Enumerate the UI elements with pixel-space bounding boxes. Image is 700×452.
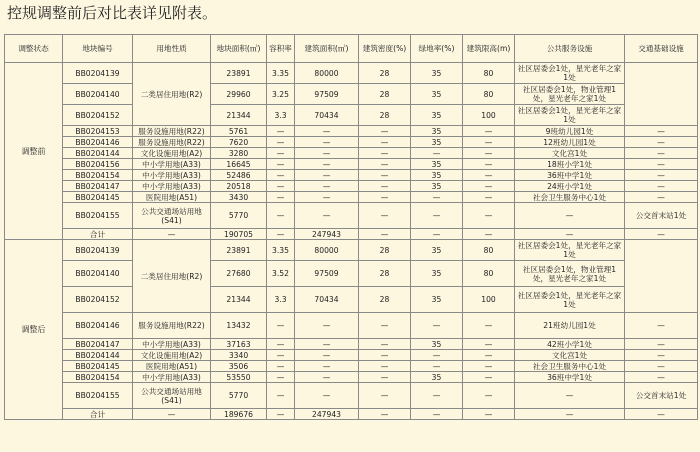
cell-density: — — [359, 137, 411, 148]
cell-gfa: — — [295, 159, 359, 170]
table-row — [5, 313, 698, 339]
cell-service: 24班小学1处 — [515, 181, 625, 192]
cell-density: 28 — [359, 261, 411, 287]
cell-far: — — [267, 383, 295, 409]
cell-code: BB0204156 — [63, 159, 133, 170]
cell-use: 二类居住用地(R2) — [133, 240, 211, 313]
cell-use: 中小学用地(A33) — [133, 181, 211, 192]
cell-far: 3.35 — [267, 63, 295, 84]
total-row — [5, 229, 698, 240]
cell-code: BB0204139 — [63, 63, 133, 84]
col-header: 调整状态 — [5, 35, 63, 63]
cell-code: BB0204153 — [63, 126, 133, 137]
cell-green: — — [411, 383, 463, 409]
cell-green: — — [411, 203, 463, 229]
cell-use: 服务设施用地(R22) — [133, 126, 211, 137]
cell-code: BB0204145 — [63, 361, 133, 372]
cell-density: — — [359, 126, 411, 137]
cell-use: 服务设施用地(R22) — [133, 313, 211, 339]
cell-code: BB0204152 — [63, 287, 133, 313]
cell-area: 7620 — [211, 137, 267, 148]
cell-far: — — [267, 170, 295, 181]
cell-service: — — [515, 383, 625, 409]
cell-gfa: — — [295, 361, 359, 372]
cell-green: — — [411, 313, 463, 339]
table-row — [5, 126, 698, 137]
intro-text: 控规调整前后对比表详见附表。 — [7, 4, 218, 22]
col-header: 容积率 — [267, 35, 295, 63]
cell-far: 3.3 — [267, 287, 295, 313]
cell-gfa: 80000 — [295, 240, 359, 261]
cell-service: — — [515, 409, 625, 420]
cell-green: 35 — [411, 287, 463, 313]
cell-gfa: — — [295, 170, 359, 181]
cell-traffic — [625, 240, 698, 313]
cell-area: 5770 — [211, 383, 267, 409]
cell-traffic: — — [625, 409, 698, 420]
cell-use: 二类居住用地(R2) — [133, 63, 211, 126]
cell-service: 社区居委会1处，星光老年之家1处 — [515, 63, 625, 84]
cell-area: 23891 — [211, 240, 267, 261]
col-header: 交通基础设施 — [625, 35, 698, 63]
cell-green: 35 — [411, 137, 463, 148]
cell-gfa: — — [295, 313, 359, 339]
cell-density: — — [359, 372, 411, 383]
cell-height: — — [463, 170, 515, 181]
cell-service: 36班中学1处 — [515, 170, 625, 181]
cell-density: — — [359, 383, 411, 409]
table-row — [5, 203, 698, 229]
cell-area: 190705 — [211, 229, 267, 240]
table-row — [5, 105, 698, 126]
cell-traffic: — — [625, 181, 698, 192]
cell-green: 35 — [411, 339, 463, 350]
cell-far: 3.35 — [267, 240, 295, 261]
cell-density: 28 — [359, 63, 411, 84]
table-row — [5, 240, 698, 261]
cell-far: 3.3 — [267, 105, 295, 126]
table-row — [5, 287, 698, 313]
cell-gfa: — — [295, 350, 359, 361]
cell-far: — — [267, 192, 295, 203]
cell-gfa: 97509 — [295, 261, 359, 287]
cell-service: 文化宫1处 — [515, 350, 625, 361]
cell-far: — — [267, 372, 295, 383]
cell-code: BB0204139 — [63, 240, 133, 261]
cell-traffic: — — [625, 192, 698, 203]
cell-green: — — [411, 229, 463, 240]
table-row — [5, 192, 698, 203]
cell-code: BB0204140 — [63, 261, 133, 287]
cell-green: 35 — [411, 63, 463, 84]
cell-area: 20518 — [211, 181, 267, 192]
cell-density: — — [359, 339, 411, 350]
cell-far: — — [267, 409, 295, 420]
status-cell: 调整后 — [5, 240, 63, 420]
cell-far: 3.52 — [267, 261, 295, 287]
cell-green: 35 — [411, 126, 463, 137]
table-row — [5, 148, 698, 159]
cell-code: BB0204154 — [63, 372, 133, 383]
cell-green: — — [411, 148, 463, 159]
cell-use: 中小学用地(A33) — [133, 170, 211, 181]
cell-gfa: — — [295, 126, 359, 137]
cell-height: — — [463, 203, 515, 229]
cell-gfa: 97509 — [295, 84, 359, 105]
cell-total-label: 合计 — [63, 409, 133, 420]
cell-use: 医院用地(A51) — [133, 192, 211, 203]
cell-green: 35 — [411, 170, 463, 181]
cell-total-label: 合计 — [63, 229, 133, 240]
cell-traffic: — — [625, 170, 698, 181]
cell-traffic: — — [625, 361, 698, 372]
cell-use: 中小学用地(A33) — [133, 339, 211, 350]
col-header: 公共服务设施 — [515, 35, 625, 63]
col-header: 建筑密度(%) — [359, 35, 411, 63]
cell-height: — — [463, 372, 515, 383]
cell-height: — — [463, 159, 515, 170]
cell-far: — — [267, 203, 295, 229]
cell-height: — — [463, 192, 515, 203]
cell-height: 80 — [463, 261, 515, 287]
cell-green: — — [411, 350, 463, 361]
cell-code: BB0204155 — [63, 203, 133, 229]
cell-service: 社会卫生服务中心1处 — [515, 361, 625, 372]
cell-use: — — [133, 409, 211, 420]
cell-code: BB0204152 — [63, 105, 133, 126]
cell-area: 21344 — [211, 105, 267, 126]
cell-service: 社会卫生服务中心1处 — [515, 192, 625, 203]
cell-height: — — [463, 350, 515, 361]
col-header: 建筑面积(㎡) — [295, 35, 359, 63]
table-row — [5, 84, 698, 105]
col-header: 地块编号 — [63, 35, 133, 63]
cell-density: — — [359, 159, 411, 170]
cell-area: 3506 — [211, 361, 267, 372]
cell-traffic: 公交首末站1处 — [625, 203, 698, 229]
cell-height: — — [463, 383, 515, 409]
cell-traffic: 公交首末站1处 — [625, 383, 698, 409]
cell-gfa: 80000 — [295, 63, 359, 84]
cell-height: — — [463, 361, 515, 372]
cell-service: 文化宫1处 — [515, 148, 625, 159]
cell-gfa: — — [295, 137, 359, 148]
cell-code: BB0204147 — [63, 181, 133, 192]
cell-gfa: 247943 — [295, 229, 359, 240]
table-row — [5, 63, 698, 84]
cell-height: 80 — [463, 63, 515, 84]
cell-code: BB0204155 — [63, 383, 133, 409]
cell-height: 100 — [463, 105, 515, 126]
cell-far: — — [267, 339, 295, 350]
cell-height: — — [463, 148, 515, 159]
cell-area: 189676 — [211, 409, 267, 420]
cell-service: 社区居委会1处，星光老年之家1处 — [515, 287, 625, 313]
table-row — [5, 261, 698, 287]
cell-area: 53550 — [211, 372, 267, 383]
cell-code: BB0204147 — [63, 339, 133, 350]
cell-density: 28 — [359, 105, 411, 126]
cell-service: 12班幼儿园1处 — [515, 137, 625, 148]
table-row — [5, 361, 698, 372]
cell-green: 35 — [411, 372, 463, 383]
cell-gfa: — — [295, 192, 359, 203]
cell-area: 52486 — [211, 170, 267, 181]
cell-far: — — [267, 229, 295, 240]
cell-use: — — [133, 229, 211, 240]
cell-area: 3430 — [211, 192, 267, 203]
cell-use: 中小学用地(A33) — [133, 159, 211, 170]
cell-far: 3.25 — [267, 84, 295, 105]
cell-code: BB0204144 — [63, 350, 133, 361]
cell-far: — — [267, 137, 295, 148]
cell-traffic — [625, 63, 698, 126]
cell-height: — — [463, 137, 515, 148]
cell-gfa: 70434 — [295, 287, 359, 313]
cell-service: 36班中学1处 — [515, 372, 625, 383]
cell-traffic: — — [625, 137, 698, 148]
cell-area: 3340 — [211, 350, 267, 361]
cell-height: — — [463, 409, 515, 420]
cell-green: 35 — [411, 84, 463, 105]
table-row — [5, 181, 698, 192]
cell-height: — — [463, 229, 515, 240]
cell-traffic: — — [625, 148, 698, 159]
cell-far: — — [267, 350, 295, 361]
cell-area: 5770 — [211, 203, 267, 229]
cell-green: 35 — [411, 181, 463, 192]
col-header: 绿地率(%) — [411, 35, 463, 63]
cell-gfa: — — [295, 339, 359, 350]
cell-area: 23891 — [211, 63, 267, 84]
cell-service: 社区居委会1处，星光老年之家1处 — [515, 105, 625, 126]
cell-traffic: — — [625, 126, 698, 137]
cell-use: 文化设施用地(A2) — [133, 350, 211, 361]
cell-density: — — [359, 409, 411, 420]
table-row — [5, 170, 698, 181]
cell-code: BB0204154 — [63, 170, 133, 181]
table-row — [5, 350, 698, 361]
cell-area: 29960 — [211, 84, 267, 105]
cell-height: — — [463, 126, 515, 137]
cell-green: 35 — [411, 261, 463, 287]
cell-service: — — [515, 203, 625, 229]
cell-density: — — [359, 350, 411, 361]
cell-density: 28 — [359, 84, 411, 105]
cell-green: 35 — [411, 159, 463, 170]
status-cell: 调整前 — [5, 63, 63, 240]
cell-far: — — [267, 126, 295, 137]
cell-density: 28 — [359, 240, 411, 261]
cell-green: — — [411, 361, 463, 372]
cell-traffic: — — [625, 372, 698, 383]
cell-area: 21344 — [211, 287, 267, 313]
cell-green: 35 — [411, 105, 463, 126]
cell-height: — — [463, 181, 515, 192]
cell-far: — — [267, 361, 295, 372]
cell-traffic: — — [625, 350, 698, 361]
table-row — [5, 137, 698, 148]
cell-gfa: — — [295, 383, 359, 409]
cell-gfa: — — [295, 203, 359, 229]
cell-traffic: — — [625, 229, 698, 240]
cell-service: 社区居委会1处，物业管理1处，星光老年之家1处 — [515, 261, 625, 287]
cell-area: 13432 — [211, 313, 267, 339]
cell-service: 21班幼儿园1处 — [515, 313, 625, 339]
cell-density: — — [359, 181, 411, 192]
table-row — [5, 383, 698, 409]
cell-far: — — [267, 313, 295, 339]
cell-density: — — [359, 170, 411, 181]
table-row — [5, 372, 698, 383]
cell-density: — — [359, 192, 411, 203]
cell-code: BB0204144 — [63, 148, 133, 159]
cell-area: 16645 — [211, 159, 267, 170]
cell-gfa: — — [295, 372, 359, 383]
cell-service: 9班幼儿园1处 — [515, 126, 625, 137]
table-row — [5, 339, 698, 350]
col-header: 用地性质 — [133, 35, 211, 63]
cell-height: 80 — [463, 84, 515, 105]
cell-traffic: — — [625, 339, 698, 350]
cell-height: 80 — [463, 240, 515, 261]
cell-traffic: — — [625, 159, 698, 170]
cell-code: BB0204146 — [63, 313, 133, 339]
cell-service: 42班小学1处 — [515, 339, 625, 350]
cell-use: 公共交通场站用地(S41) — [133, 203, 211, 229]
cell-gfa: 70434 — [295, 105, 359, 126]
cell-gfa: — — [295, 148, 359, 159]
cell-area: 5761 — [211, 126, 267, 137]
header-row — [5, 35, 698, 63]
cell-code: BB0204146 — [63, 137, 133, 148]
cell-density: 28 — [359, 287, 411, 313]
cell-green: — — [411, 192, 463, 203]
table-row — [5, 159, 698, 170]
cell-density: — — [359, 361, 411, 372]
cell-gfa: 247943 — [295, 409, 359, 420]
col-header: 建筑限高(m) — [463, 35, 515, 63]
cell-green: 35 — [411, 240, 463, 261]
cell-service: — — [515, 229, 625, 240]
cell-density: — — [359, 203, 411, 229]
cell-far: — — [267, 181, 295, 192]
comparison-table — [4, 34, 698, 420]
col-header: 地块面积(㎡) — [211, 35, 267, 63]
cell-height: — — [463, 313, 515, 339]
cell-use: 文化设施用地(A2) — [133, 148, 211, 159]
cell-service: 社区居委会1处，物业管理1处，星光老年之家1处 — [515, 84, 625, 105]
cell-code: BB0204140 — [63, 84, 133, 105]
cell-code: BB0204145 — [63, 192, 133, 203]
cell-use: 医院用地(A51) — [133, 361, 211, 372]
cell-use: 公共交通场站用地(S41) — [133, 383, 211, 409]
cell-area: 37163 — [211, 339, 267, 350]
cell-density: — — [359, 313, 411, 339]
cell-height: 100 — [463, 287, 515, 313]
cell-traffic: — — [625, 313, 698, 339]
cell-green: — — [411, 409, 463, 420]
cell-use: 服务设施用地(R22) — [133, 137, 211, 148]
cell-height: — — [463, 339, 515, 350]
total-row — [5, 409, 698, 420]
cell-density: — — [359, 229, 411, 240]
cell-area: 27680 — [211, 261, 267, 287]
cell-service: 18班小学1处 — [515, 159, 625, 170]
cell-far: — — [267, 148, 295, 159]
cell-density: — — [359, 148, 411, 159]
cell-use: 中小学用地(A33) — [133, 372, 211, 383]
cell-area: 3280 — [211, 148, 267, 159]
cell-far: — — [267, 159, 295, 170]
cell-service: 社区居委会1处，星光老年之家1处 — [515, 240, 625, 261]
cell-gfa: — — [295, 181, 359, 192]
